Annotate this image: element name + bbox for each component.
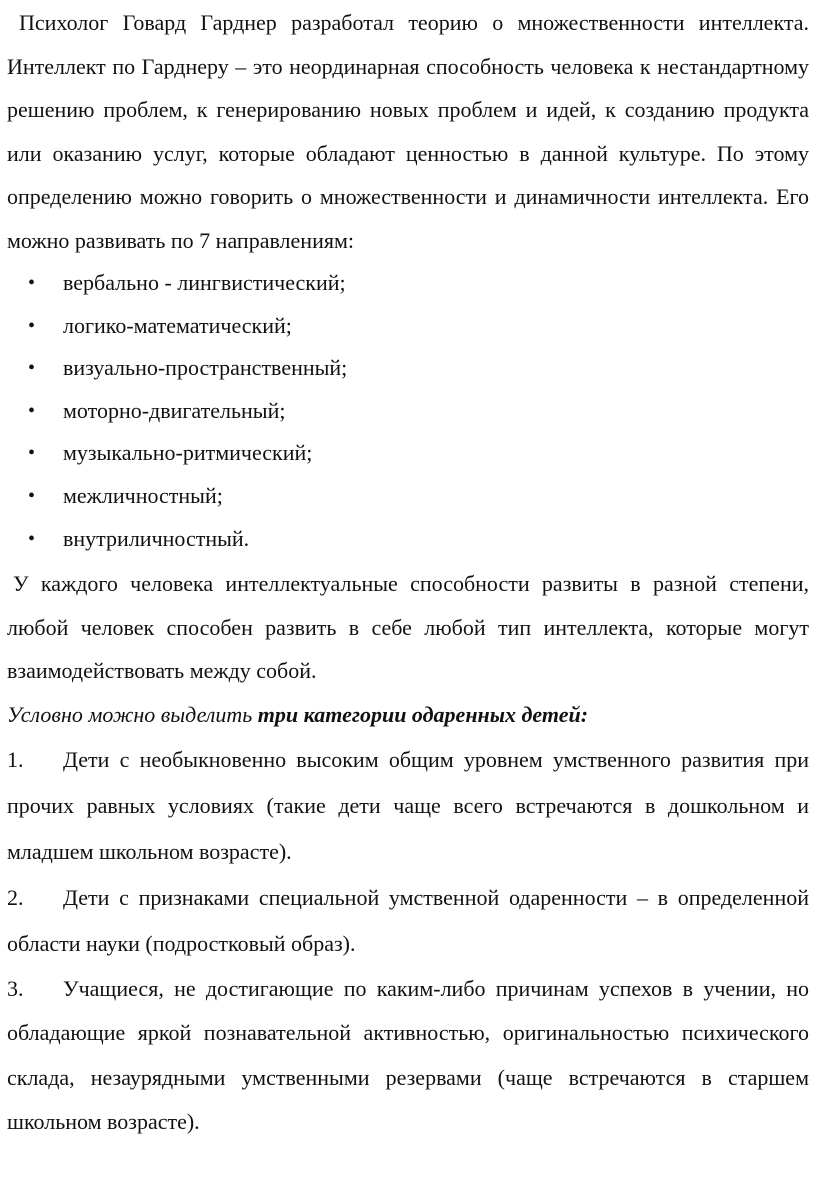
category-item-3 [7, 967, 809, 1145]
bullet-icon: • [28, 272, 36, 294]
list-item-text: моторно-двигательный; [63, 397, 286, 423]
category-text: Дети с необыкновенно высоким общим уровнем умственного развития при прочих равных условиях (такие дети чаще всего встречаются в дошкольном и младшем школьном возрасте). [7, 746, 809, 864]
bullet-icon: • [28, 484, 36, 507]
bullet-icon: • [28, 399, 36, 422]
list-item-text: визуально-пространственный; [63, 355, 348, 381]
category-item-1 [7, 737, 809, 875]
bullet-icon: • [28, 442, 36, 465]
category-number: 2. [7, 884, 24, 910]
category-item-2 [7, 875, 809, 967]
list-item [7, 518, 809, 561]
document-page [7, 0, 809, 1145]
bullet-icon: • [28, 357, 36, 380]
list-item-text: логико-математический; [63, 312, 292, 338]
list-item-text: внутриличностный. [63, 525, 250, 551]
after-list-paragraph: У каждого человека интеллектуальные способности развиты в разной степени, любой человек способен развить в себе любой тип интеллекта, которые могут взаимодействовать между собой. [7, 571, 809, 684]
list-item-text: музыкально-ритмический; [63, 440, 313, 466]
category-number: 1. [7, 746, 24, 772]
category-text: Учащиеся, не достигающие по каким-либо причинам успехов в учении, но обладающие яркой познавательной активностью, оригинальностью психического склада, незаурядными умственными резервами (чаще встречаются в старшем школьном возрасте). [7, 975, 809, 1135]
list-item-text: межличностный; [63, 482, 223, 508]
list-item [7, 390, 809, 433]
categories-heading [7, 693, 809, 737]
list-item [7, 475, 809, 518]
categories-heading-prefix: Условно можно выделить [7, 701, 258, 727]
intelligence-types-list [7, 262, 809, 560]
list-item [7, 305, 809, 348]
intro-paragraph: Психолог Говард Гарднер разработал теорию о множественности интеллекта. Интеллект по Гарднеру – это неординарная способность человека к нестандартному решению проблем, к генерированию новых проблем и идей, к созданию продукта или оказанию услуг, которые обладают ценностью в данной культуре. По этому определению можно говорить о множественности и динамичности интеллекта. Его можно развивать по 7 направлениям: [7, 10, 809, 253]
list-item-text: вербально - лингвистический; [63, 270, 346, 295]
list-item [7, 262, 809, 305]
bullet-icon: • [28, 527, 36, 550]
bullet-icon: • [28, 314, 36, 337]
categories-heading-emphasis: три категории одаренных детей: [257, 701, 589, 727]
list-item [7, 432, 809, 475]
list-item [7, 347, 809, 390]
category-text: Дети с признаками специальной умственной одаренности – в определенной области науки (подростковый образ). [7, 884, 809, 956]
category-number: 3. [7, 975, 24, 1001]
